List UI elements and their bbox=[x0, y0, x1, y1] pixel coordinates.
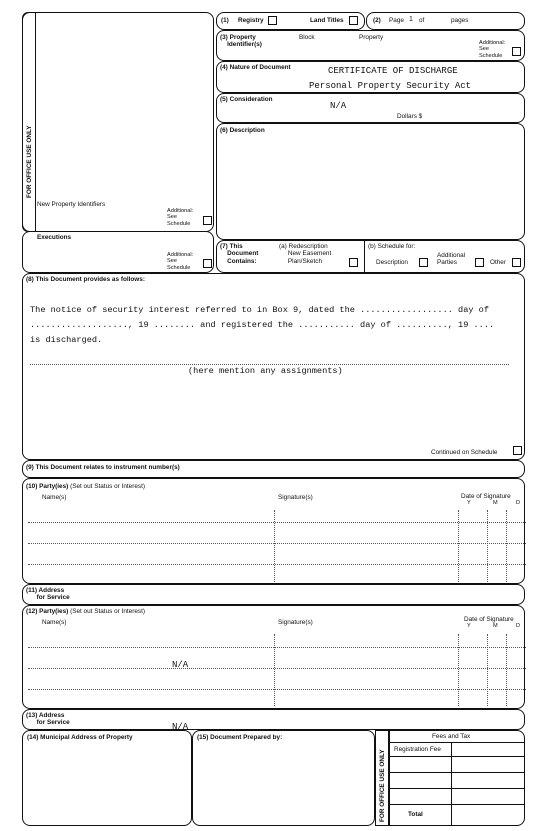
executions-label: Executions bbox=[37, 234, 72, 241]
new-property-identifiers-label: New Property Identifiers bbox=[37, 201, 106, 208]
of-label: of bbox=[419, 17, 425, 24]
fees-amount-divider bbox=[451, 742, 452, 826]
box-12-na-text: N/A bbox=[172, 660, 189, 670]
box-6-description bbox=[216, 123, 525, 240]
box-7a-label: (a) Redescription New Easement Plan/Sketch bbox=[279, 243, 332, 265]
land-titles-label: Land Titles bbox=[310, 17, 344, 24]
registration-fee-label: Registration Fee bbox=[394, 746, 441, 753]
box-10-names-header: Name(s) bbox=[42, 494, 67, 501]
property-label: Property bbox=[359, 34, 384, 41]
box-14-municipal-address bbox=[22, 730, 192, 826]
additional-schedule-checkbox-3[interactable] bbox=[512, 47, 521, 56]
plan-sketch-checkbox[interactable] bbox=[349, 258, 358, 267]
nature-line-1: CERTIFICATE OF DISCHARGE bbox=[328, 66, 458, 76]
box-10-m: M bbox=[493, 500, 498, 506]
box-10-col-divider-4 bbox=[506, 510, 507, 582]
provisions-line-1: The notice of security interest referred to in Box 9, dated the .................. day of bbox=[30, 305, 489, 315]
fees-line-2 bbox=[389, 756, 525, 757]
box-10-d: D bbox=[516, 500, 521, 506]
box-13-label: (13) Address for Service bbox=[26, 712, 70, 727]
addl-see-sched-3: Additional: See Schedule bbox=[479, 40, 506, 59]
box-3-label: (3) Property Identifier(s) bbox=[220, 34, 262, 49]
continued-schedule-checkbox[interactable] bbox=[513, 446, 522, 455]
box-9-label: (9) This Document relates to instrument number(s) bbox=[26, 464, 180, 471]
box-15-label: (15) Document Prepared by: bbox=[197, 734, 283, 741]
box-7-divider bbox=[364, 240, 365, 273]
box-12-col-divider-3 bbox=[487, 634, 488, 706]
fees-line-1 bbox=[389, 742, 525, 743]
box-10-col-divider-2 bbox=[458, 510, 459, 582]
box-1-num: (1) bbox=[221, 17, 229, 24]
fees-office-use-label: FOR OFFICE USE ONLY bbox=[379, 749, 386, 822]
box-11-address-for-service bbox=[22, 584, 525, 605]
other-checkbox[interactable] bbox=[512, 258, 521, 267]
registry-label: Registry bbox=[238, 17, 264, 24]
box-15-prepared-by bbox=[192, 730, 375, 826]
box-12-col-divider-4 bbox=[506, 634, 507, 706]
addl-see-sched-1: Additional: See Schedule bbox=[167, 208, 194, 227]
provisions-line-3: is discharged. bbox=[30, 335, 103, 345]
box-10-col-divider-1 bbox=[274, 510, 275, 582]
page-number: 1 bbox=[409, 16, 413, 23]
box-7-label: (7) This Document Contains: bbox=[220, 243, 259, 265]
dollars-label: Dollars $ bbox=[397, 113, 423, 120]
office-use-strip bbox=[22, 12, 36, 232]
box-13-na-text: N/A bbox=[172, 722, 189, 732]
fees-line-4 bbox=[389, 788, 525, 789]
box-10-signatures-header: Signature(s) bbox=[278, 494, 313, 501]
assignments-line bbox=[30, 364, 509, 365]
box-12-m: M bbox=[493, 623, 498, 629]
box-12-row-1 bbox=[28, 647, 526, 648]
additional-parties-label: Additional Parties bbox=[437, 252, 466, 267]
addl-see-sched-2: Additional: See Schedule bbox=[167, 252, 194, 271]
box-2-num: (2) bbox=[373, 17, 381, 24]
continued-on-schedule-label: Continued on Schedule bbox=[431, 449, 498, 456]
fees-line-3 bbox=[389, 772, 525, 773]
consideration-value: N/A bbox=[330, 101, 347, 111]
box-6-label: (6) Description bbox=[220, 127, 265, 134]
office-use-panel bbox=[22, 12, 214, 232]
box-14-label: (14) Municipal Address of Property bbox=[27, 734, 133, 741]
block-label: Block bbox=[299, 34, 315, 41]
other-label: Other bbox=[490, 259, 506, 266]
box-7b-label: (b) Schedule for: bbox=[368, 243, 416, 250]
assignments-note: (here mention any assignments) bbox=[188, 366, 343, 376]
office-use-label: FOR OFFICE USE ONLY bbox=[26, 125, 33, 198]
additional-schedule-checkbox-2[interactable] bbox=[203, 259, 212, 268]
provisions-line-2: ..................., 19 ........ and registered the ........... day of .........., 19 .... bbox=[30, 320, 495, 330]
box-12-d: D bbox=[516, 623, 521, 629]
description-schedule-checkbox[interactable] bbox=[419, 258, 428, 267]
box-11-label: (11) Address for Service bbox=[26, 587, 70, 602]
box-12-col-divider-1 bbox=[274, 634, 275, 706]
box-12-date-header: Date of Signature bbox=[464, 616, 514, 623]
box-4-label: (4) Nature of Document bbox=[220, 64, 291, 71]
registry-checkbox[interactable] bbox=[268, 16, 277, 25]
land-titles-checkbox[interactable] bbox=[349, 16, 358, 25]
box-12-signatures-header: Signature(s) bbox=[278, 619, 313, 626]
box-12-row-3 bbox=[28, 689, 526, 690]
box-10-label: (10) Party(ies) (Set out Status or Interest) bbox=[26, 483, 146, 490]
box-12-row-2 bbox=[28, 668, 526, 669]
box-12-y: Y bbox=[467, 623, 471, 629]
fees-title: Fees and Tax bbox=[432, 733, 471, 740]
additional-parties-checkbox[interactable] bbox=[475, 258, 484, 267]
box-13-address-for-service bbox=[22, 709, 525, 730]
pages-label: pages bbox=[451, 17, 469, 24]
box-10-row-2 bbox=[28, 543, 526, 544]
box-12-label: (12) Party(ies) (Set out Status or Interest) bbox=[26, 608, 146, 615]
page-label: Page bbox=[389, 17, 404, 24]
fees-line-5 bbox=[389, 804, 525, 805]
box-12-names-header: Name(s) bbox=[42, 619, 67, 626]
box-10-row-3 bbox=[28, 564, 526, 565]
box-8-label: (8) This Document provides as follows: bbox=[26, 276, 145, 283]
box-10-y: Y bbox=[467, 500, 471, 506]
nature-line-2: Personal Property Security Act bbox=[309, 81, 472, 91]
box-10-date-header: Date of Signature bbox=[461, 493, 511, 500]
total-label: Total bbox=[408, 811, 423, 818]
box-12-col-divider-2 bbox=[458, 634, 459, 706]
box-10-col-divider-3 bbox=[487, 510, 488, 582]
box-10-row-1 bbox=[28, 522, 526, 523]
additional-schedule-checkbox-1[interactable] bbox=[203, 216, 212, 225]
description-schedule-label: Description bbox=[376, 259, 408, 266]
box-5-label: (5) Consideration bbox=[220, 96, 273, 103]
